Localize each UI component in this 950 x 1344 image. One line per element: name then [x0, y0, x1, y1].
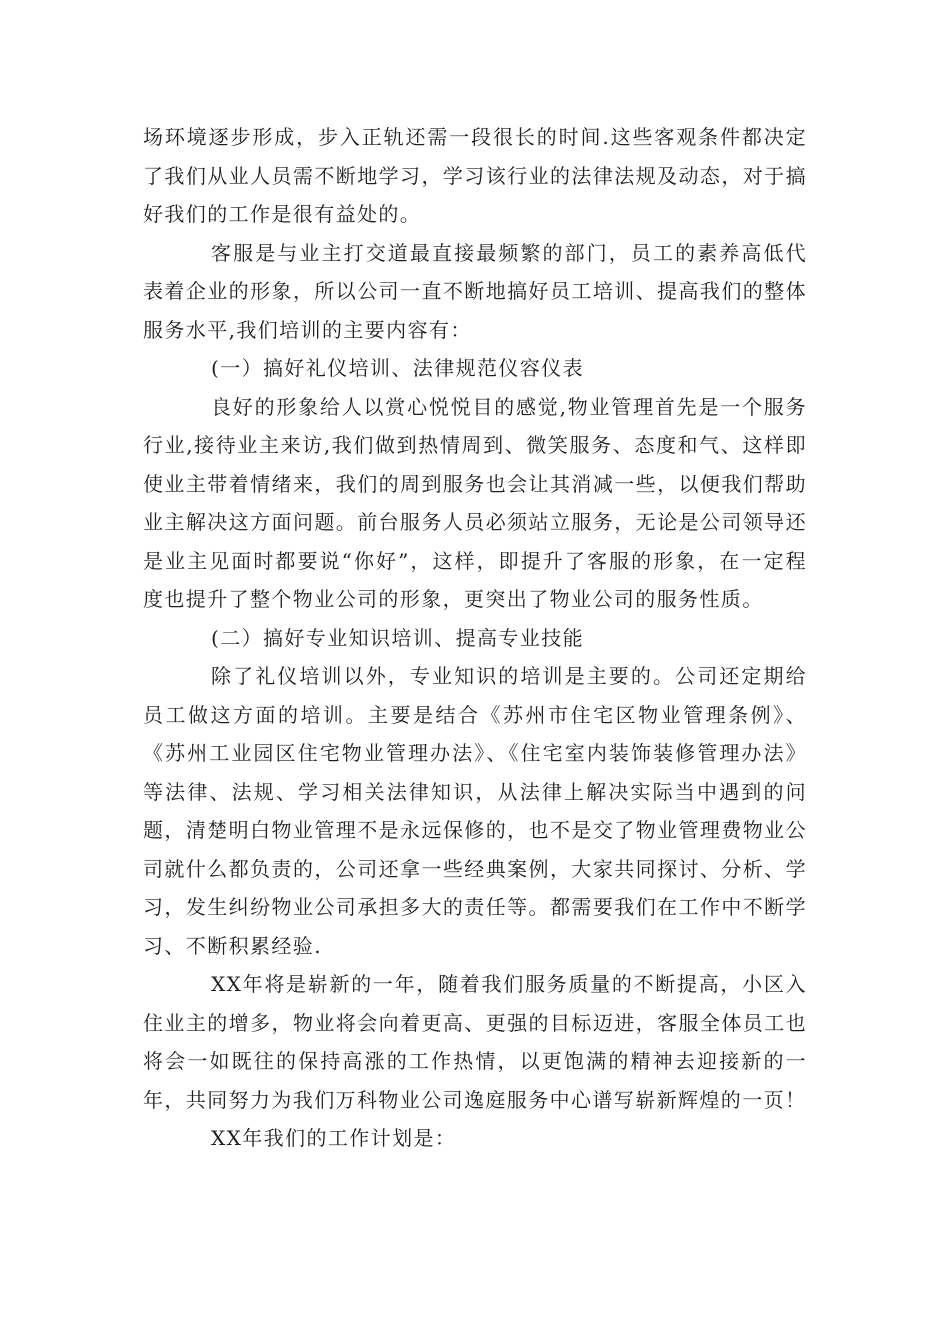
section-heading-professional: (二）搞好专业知识培训、提高专业技能	[211, 625, 585, 650]
document-body	[143, 118, 807, 1158]
section-heading-etiquette: (一）搞好礼仪培训、法律规范仪容仪表	[211, 356, 585, 380]
paragraph-continuation: 场环境逐步形成，步入正轨还需一段很长的时间.这些客观条件都决定了我们从业人员需不断地学习，学习该行业的法律法规及动态，对于搞好我们的工作是很有益处的。	[143, 125, 807, 226]
paragraph-customer-service: 客服是与业主打交道最直接最频繁的部门，员工的素养高低代表着企业的形象，所以公司一直不断地搞好员工培训、提高我们的整体服务水平,我们培训的主要内容有：	[143, 240, 807, 342]
paragraph-professional: 除了礼仪培训以外，专业知识的培训是主要的。公司还定期给员工做这方面的培训。主要是结合《苏州市住宅区物业管理条例》、《苏州工业园区住宅物业管理办法》、《住宅室内装饰装修管理办法》等法律、法规、学习相关法律知识，从法律上解决实际当中遇到的问题，清楚明白物业管理不是永远保修的，也不是交了物业管理费物业公司就什么都负责的，公司还拿一些经典案例，大家共同探讨、分析、学习，发生纠纷物业公司承担多大的责任等。都需要我们在工作中不断学习、不断积累经验.	[143, 664, 807, 958]
paragraph-work-plan: XX年我们的工作计划是：	[211, 1126, 457, 1150]
paragraph-new-year: XX年将是崭新的一年，随着我们服务质量的不断提高，小区入住业主的增多，物业将会向着更高、更强的目标迈进，客服全体员工也将会一如既往的保持高涨的工作热情，以更饱满的精神去迎接新的一年，共同努力为我们万科物业公司逸庭服务中心谱写崭新辉煌的一页！	[143, 972, 807, 1112]
paragraph-etiquette: 良好的形象给人以赏心悦悦目的感觉,物业管理首先是一个服务行业,接待业主来访,我们做到热情周到、微笑服务、态度和气、这样即使业主带着情绪来，我们的周到服务也会让其消减一些，以便我们帮助业主解决这方面问题。前台服务人员必须站立服务，无论是公司领导还是业主见面时都要说“你好”，这样，即提升了客服的形象，在一定程度也提升了整个物业公司的形象，更突出了物业公司的服务性质。	[143, 394, 807, 611]
